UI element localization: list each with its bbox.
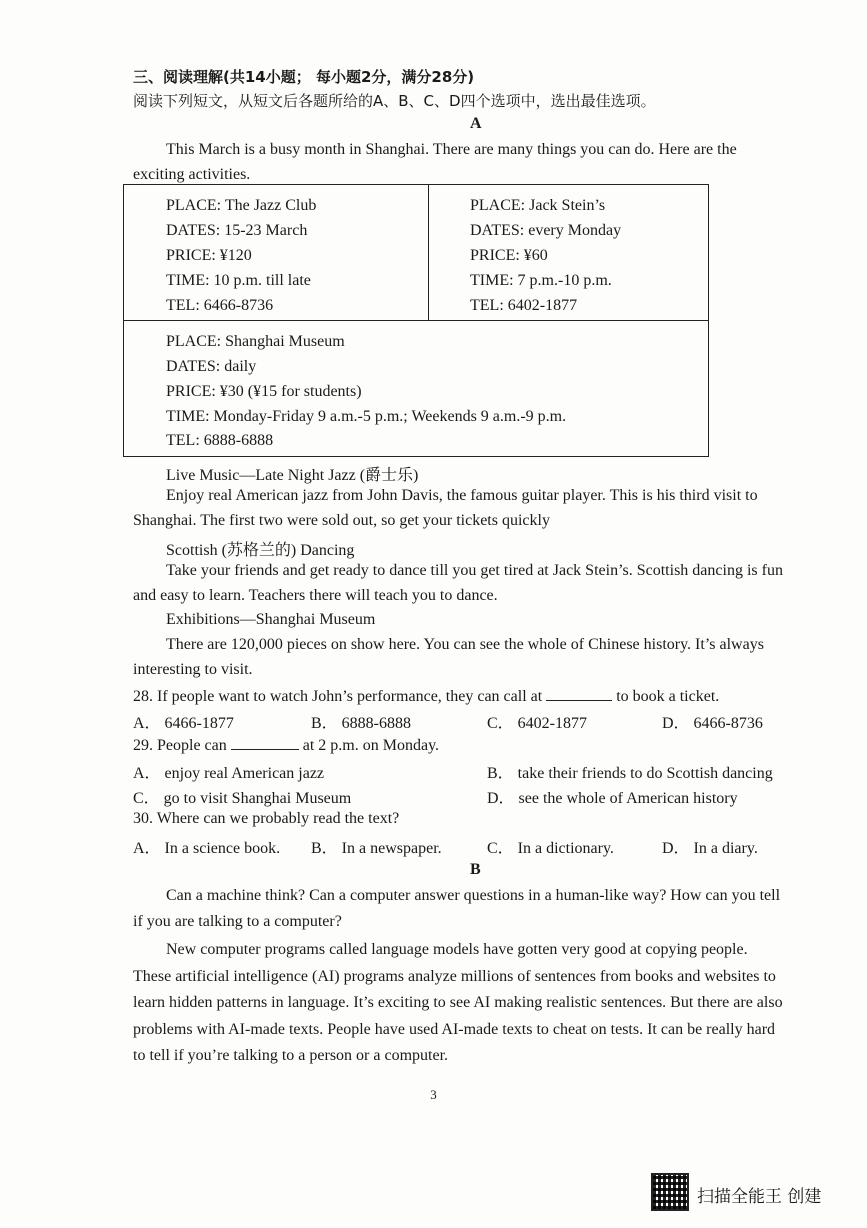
jack-stein-price: PRICE: ¥60 xyxy=(470,247,548,264)
q28-option-a[interactable]: A． 6466-1877 xyxy=(133,715,234,732)
question-28 xyxy=(133,686,719,706)
scanner-watermark xyxy=(651,1173,846,1213)
table-divider-vertical xyxy=(428,184,429,321)
museum-place: PLACE: Shanghai Museum xyxy=(166,333,345,350)
museum-dates: DATES: daily xyxy=(166,358,257,375)
q28-option-b[interactable]: B． 6888-6888 xyxy=(311,715,412,732)
watermark-text: 扫描全能王 创建 xyxy=(697,1187,822,1207)
q30-option-b[interactable]: B． In a newspaper. xyxy=(311,840,442,857)
q29-answer-blank[interactable] xyxy=(231,735,299,750)
passage-a-intro-line2: exciting activities. xyxy=(133,166,251,183)
qr-code-icon xyxy=(651,1173,689,1211)
jack-stein-tel: TEL: 6402-1877 xyxy=(470,297,578,314)
question-29 xyxy=(133,735,439,755)
jazz-club-dates: DATES: 15-23 March xyxy=(166,222,308,239)
live-music-title: Live Music—Late Night Jazz (爵士乐) xyxy=(166,467,419,484)
exhibitions-line2: interesting to visit. xyxy=(133,661,253,678)
jack-stein-dates: DATES: every Monday xyxy=(470,222,622,239)
passage-b-p2-line5: to tell if you’re talking to a person or a computer. xyxy=(133,1047,449,1064)
section-title: 三、阅读理解(共14小题； 每小题2分，满分28分) xyxy=(133,68,475,86)
passage-b-p2-line3: learn hidden patterns in language. It’s exciting to see AI making realistic sentences. But there are also xyxy=(133,994,783,1011)
q29-option-c[interactable]: C． go to visit Shanghai Museum xyxy=(133,790,352,807)
q30-option-c[interactable]: C． In a dictionary. xyxy=(487,840,614,857)
jazz-club-tel: TEL: 6466-8736 xyxy=(166,297,274,314)
jack-stein-time: TIME: 7 p.m.-10 p.m. xyxy=(470,272,612,289)
q29-option-d[interactable]: D． see the whole of American history xyxy=(487,790,738,807)
passage-b-p2-line2: These artificial intelligence (AI) programs analyze millions of sentences from books and websites to xyxy=(133,968,776,985)
live-music-line1: Enjoy real American jazz from John Davis, the famous guitar player. This is his third visit to xyxy=(166,487,758,504)
exhibitions-title: Exhibitions—Shanghai Museum xyxy=(166,611,376,628)
jack-stein-place: PLACE: Jack Stein’s xyxy=(470,197,606,214)
dancing-title: Scottish (苏格兰的) Dancing xyxy=(166,542,355,559)
q28-option-d[interactable]: D． 6466-8736 xyxy=(662,715,763,732)
q30-option-a[interactable]: A． In a science book. xyxy=(133,840,281,857)
q28-answer-blank[interactable] xyxy=(546,686,612,701)
dancing-line2: and easy to learn. Teachers there will teach you to dance. xyxy=(133,587,498,604)
museum-time: TIME: Monday-Friday 9 a.m.-5 p.m.; Weekends 9 a.m.-9 p.m. xyxy=(166,408,567,425)
museum-price: PRICE: ¥30 (¥15 for students) xyxy=(166,383,362,400)
museum-tel: TEL: 6888-6888 xyxy=(166,432,274,449)
passage-b-p1-line1: Can a machine think? Can a computer answer questions in a human-like way? How can you tell xyxy=(166,887,781,904)
question-30: 30. Where can we probably read the text? xyxy=(133,810,400,827)
passage-a-letter: A xyxy=(470,115,482,132)
jazz-club-place: PLACE: The Jazz Club xyxy=(166,197,317,214)
passage-b-p2-line4: problems with AI-made texts. People have used AI-made texts to cheat on tests. It can be really hard xyxy=(133,1021,776,1038)
instructions: 阅读下列短文，从短文后各题所给的A、B、C、D四个选项中，选出最佳选项。 xyxy=(133,92,656,110)
q28-stem-after: to book a ticket. xyxy=(616,688,720,705)
q29-stem-before: 29. People can xyxy=(133,737,227,754)
q28-stem-before: 28. If people want to watch John’s performance, they can call at xyxy=(133,688,543,705)
q30-option-d[interactable]: D． In a diary. xyxy=(662,840,758,857)
dancing-line1: Take your friends and get ready to dance till you get tired at Jack Stein’s. Scottish dancing is fun xyxy=(166,562,783,579)
passage-b-p2-line1: New computer programs called language models have gotten very good at copying people. xyxy=(166,941,748,958)
passage-b-p1-line2: if you are talking to a computer? xyxy=(133,913,342,930)
jazz-club-time: TIME: 10 p.m. till late xyxy=(166,272,311,289)
passage-a-intro-line1: This March is a busy month in Shanghai. There are many things you can do. Here are the xyxy=(166,141,737,158)
q29-option-a[interactable]: A． enjoy real American jazz xyxy=(133,765,325,782)
q29-option-b[interactable]: B． take their friends to do Scottish dancing xyxy=(487,765,773,782)
jazz-club-price: PRICE: ¥120 xyxy=(166,247,252,264)
exhibitions-line1: There are 120,000 pieces on show here. You can see the whole of Chinese history. It’s always xyxy=(166,636,764,653)
live-music-line2: Shanghai. The first two were sold out, so get your tickets quickly xyxy=(133,512,550,529)
table-divider-horizontal xyxy=(123,320,709,321)
q29-stem-after: at 2 p.m. on Monday. xyxy=(302,737,440,754)
passage-b-letter: B xyxy=(470,861,481,878)
q28-option-c[interactable]: C． 6402-1877 xyxy=(487,715,588,732)
page-number: 3 xyxy=(430,1087,437,1102)
